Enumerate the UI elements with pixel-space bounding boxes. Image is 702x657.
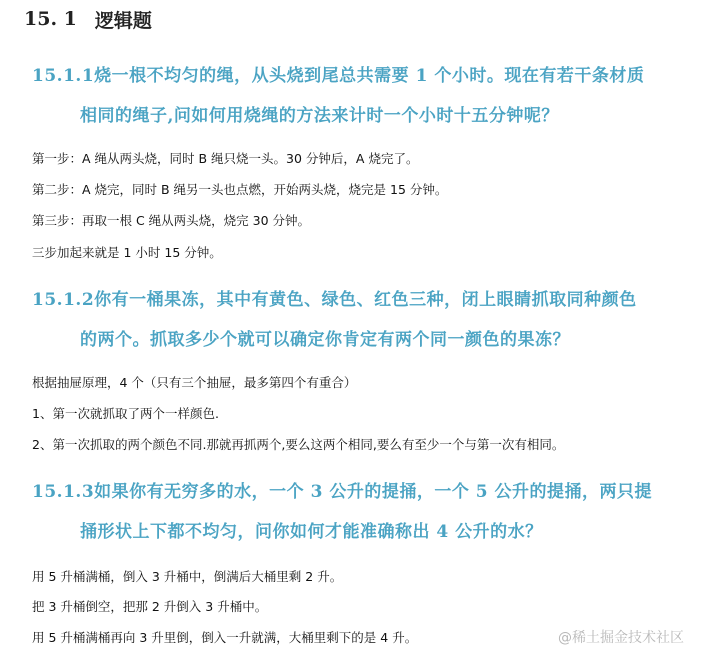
section-number: 15. 1 [24, 8, 77, 30]
question-1-line1: 15.1.1烧一根不均匀的绳，从头烧到尾总共需要 1 个小时。现在有若干条材质 [32, 66, 645, 86]
question-1-line2: 相同的绳子,问如何用烧绳的方法来计时一个小时十五分钟呢？ [80, 106, 559, 126]
answer-1-summary: 三步加起来就是 1 小时 15 分钟。 [32, 245, 222, 260]
answer-1-step-2: 第二步：A 烧完，同时 B 绳另一头也点燃，开始两头烧，烧完是 15 分钟。 [32, 182, 448, 197]
answer-3-step-3: 用 5 升桶满桶再向 3 升里倒，倒入一升就满，大桶里剩下的是 4 升。 [32, 630, 418, 645]
question-1 [32, 56, 672, 136]
answer-3-step-1: 用 5 升桶满桶，倒入 3 升桶中，倒满后大桶里剩 2 升。 [32, 569, 343, 584]
question-2-line1: 15.1.2你有一桶果冻，其中有黄色、绿色、红色三种，闭上眼睛抓取同种颜色 [32, 290, 637, 310]
question-3-line2: 捅形状上下都不均匀，问你如何才能准确称出 4 公升的水？ [80, 522, 543, 542]
question-3-line1: 15.1.3如果你有无穷多的水，一个 3 公升的提捅，一个 5 公升的提捅，两只提 [32, 482, 652, 502]
answer-2-principle: 根据抽屉原理，4 个（只有三个抽屉，最多第四个有重合） [32, 375, 357, 390]
answer-2-case-2: 2、第一次抓取的两个颜色不同.那就再抓两个,要么这两个相同,要么有至少一个与第一次有相同。 [32, 437, 565, 452]
watermark-text: @稀土掘金技术社区 [558, 630, 684, 646]
question-3 [32, 472, 672, 552]
answer-3-step-2: 把 3 升桶倒空，把那 2 升倒入 3 升桶中。 [32, 599, 268, 614]
answer-1-step-1: 第一步：A 绳从两头烧，同时 B 绳只烧一头。30 分钟后，A 烧完了。 [32, 151, 419, 166]
question-2-line2: 的两个。抓取多少个就可以确定你肯定有两个同一颜色的果冻？ [80, 330, 570, 350]
answer-1-step-3: 第三步：再取一根 C 绳从两头烧，烧完 30 分钟。 [32, 213, 311, 228]
section-heading [24, 4, 152, 34]
answer-2-case-1: 1、第一次就抓取了两个一样颜色. [32, 406, 219, 421]
section-title: 逻辑题 [94, 9, 152, 32]
question-2 [32, 280, 672, 360]
